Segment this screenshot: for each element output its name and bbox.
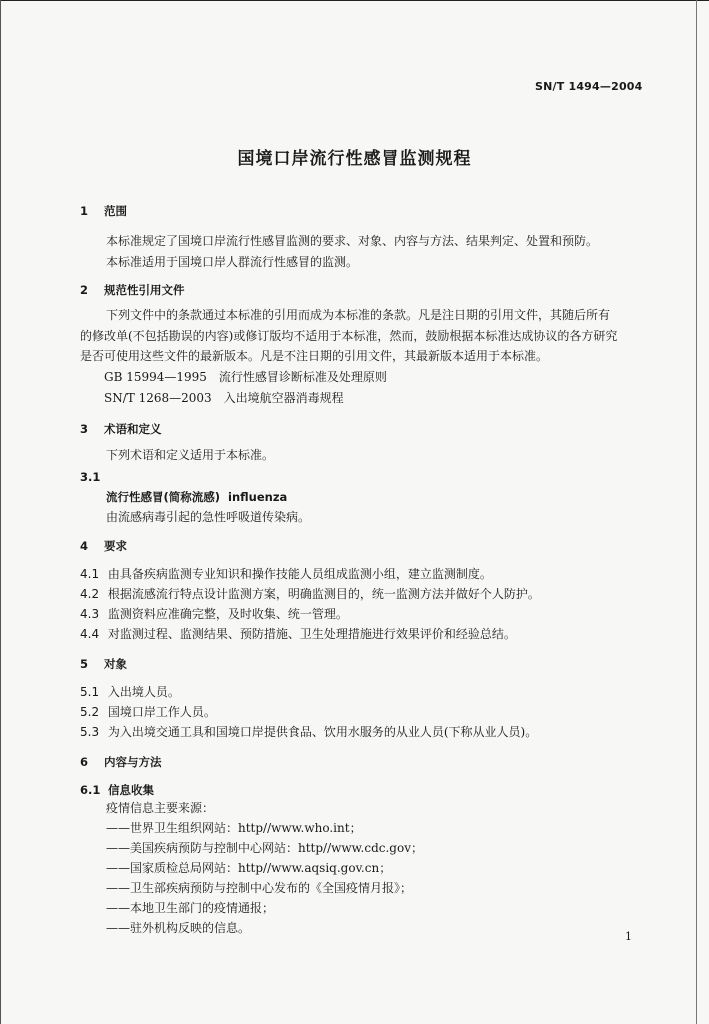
source-item: ——美国疾病预防与控制中心网站：http//www.cdc.gov； — [106, 841, 423, 855]
page-number: 1 — [625, 930, 632, 943]
source-item: ——驻外机构反映的信息。 — [106, 921, 251, 935]
section-1-number: 1 — [80, 204, 89, 218]
object-item-text: 国境口岸工作人员。 — [107, 705, 216, 719]
source-item: ——卫生部疾病预防与控制中心发布的《全国疫情月报》； — [106, 881, 413, 895]
section-1-title: 范围 — [104, 204, 127, 218]
subsection-6-1-heading — [80, 782, 154, 798]
standard-code: SN/T 1494—2004 — [535, 80, 643, 93]
requirement-item-text: 根据流感流行特点设计监测方案，明确监测目的，统一监测方法并做好个人防护。 — [107, 587, 540, 601]
section-2-number: 2 — [80, 283, 89, 297]
section-4-heading — [80, 538, 127, 554]
requirement-item — [80, 586, 540, 602]
page-top-border — [0, 0, 709, 1]
section-6-heading — [80, 754, 162, 770]
requirement-item-number: 4.3 — [80, 607, 100, 621]
reference-snt-1268: SN/T 1268—2003 入出境航空器消毒规程 — [104, 391, 344, 405]
section-5-heading — [80, 656, 127, 672]
object-item-number: 5.2 — [80, 705, 100, 719]
section-1-paragraph-2: 本标准适用于国境口岸人群流行性感冒的监测。 — [106, 255, 359, 269]
section-3-number: 3 — [80, 422, 89, 436]
object-item-text: 入出境人员。 — [107, 685, 180, 699]
reference-gb-15994: GB 15994—1995 流行性感冒诊断标准及处理原则 — [104, 370, 387, 384]
requirement-item-text: 对监测过程、监测结果、预防措施、卫生处理措施进行效果评价和经验总结。 — [107, 627, 516, 641]
section-6-number: 6 — [80, 755, 89, 769]
source-item: ——国家质检总局网站：http//www.aqsiq.gov.cn； — [106, 861, 392, 875]
object-item-text: 为入出境交通工具和国境口岸提供食品、饮用水服务的从业人员(下称从业人员)。 — [107, 725, 538, 739]
section-1-paragraph-1: 本标准规定了国境口岸流行性感冒监测的要求、对象、内容与方法、结果判定、处置和预防。 — [106, 234, 599, 248]
object-item-number: 5.3 — [80, 725, 100, 739]
object-item-number: 5.1 — [80, 685, 100, 699]
section-6-title: 内容与方法 — [104, 755, 162, 769]
object-item — [80, 704, 216, 720]
section-5-number: 5 — [80, 657, 89, 671]
object-item — [80, 684, 180, 700]
requirement-item — [80, 606, 348, 622]
requirement-item-number: 4.4 — [80, 627, 100, 641]
source-item: ——本地卫生部门的疫情通报； — [106, 901, 275, 915]
source-intro: 疫情信息主要来源： — [106, 801, 215, 815]
term-english: influenza — [228, 490, 288, 504]
source-item: ——世界卫生组织网站：http//www.who.int； — [106, 821, 362, 835]
subsection-3-1-number: 3.1 — [80, 470, 101, 484]
requirement-item — [80, 566, 492, 582]
section-2-line-3: 是否可使用这些文件的最新版本。凡是不注日期的引用文件，其最新版本适用于本标准。 — [80, 349, 549, 363]
term-chinese: 流行性感冒(简称流感) — [106, 490, 221, 504]
requirement-item-text: 监测资料应准确完整，及时收集、统一管理。 — [107, 607, 348, 621]
requirement-item — [80, 626, 516, 642]
section-4-number: 4 — [80, 539, 89, 553]
section-3-title: 术语和定义 — [104, 422, 162, 436]
requirement-item-text: 由具备疾病监测专业知识和操作技能人员组成监测小组，建立监测制度。 — [107, 567, 492, 581]
section-4-title: 要求 — [104, 539, 127, 553]
document-title: 国境口岸流行性感冒监测规程 — [237, 149, 472, 169]
section-3-heading — [80, 421, 162, 437]
subsection-6-1-number: 6.1 — [80, 783, 101, 797]
section-2-line-1: 下列文件中的条款通过本标准的引用而成为本标准的条款。凡是注日期的引用文件，其随后所有 — [106, 308, 611, 322]
section-3-paragraph: 下列术语和定义适用于本标准。 — [106, 448, 275, 462]
section-2-line-2: 的修改单(不包括勘误的内容)或修订版均不适用于本标准，然而，鼓励根据本标准达成协议的各方研究 — [80, 329, 618, 343]
term-definition: 由流感病毒引起的急性呼吸道传染病。 — [106, 510, 311, 524]
requirement-item-number: 4.2 — [80, 587, 100, 601]
section-2-heading — [80, 282, 185, 298]
subsection-6-1-title: 信息收集 — [108, 783, 155, 797]
object-item — [80, 724, 537, 740]
term-entry — [106, 489, 287, 505]
section-5-title: 对象 — [104, 657, 127, 671]
section-2-title: 规范性引用文件 — [104, 283, 185, 297]
section-1-heading — [80, 203, 127, 219]
requirement-item-number: 4.1 — [80, 567, 100, 581]
